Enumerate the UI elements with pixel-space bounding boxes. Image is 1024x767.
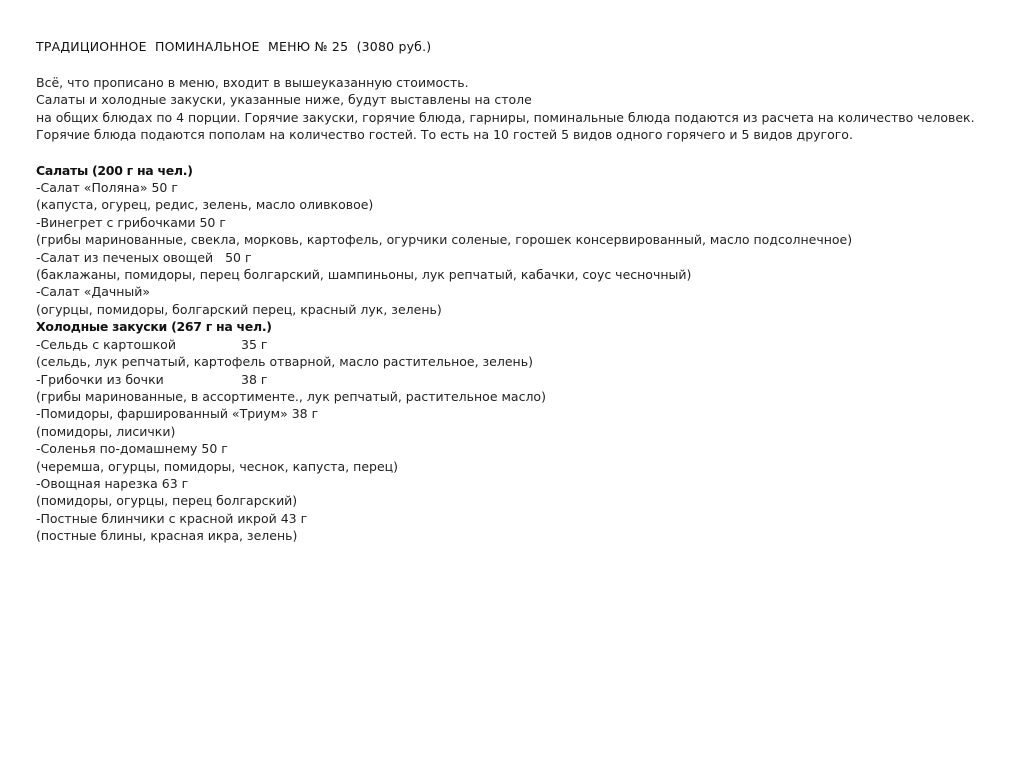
menu-document — [36, 38, 996, 545]
intro-line: Горячие блюда подаются пополам на количество гостей. То есть на 10 гостей 5 видов одного горячего и 5 видов другого. — [36, 127, 853, 143]
menu-item-description: (грибы маринованные, в ассортименте., лук репчатый, растительное масло) — [36, 388, 546, 404]
menu-item-weight: 35 г — [241, 336, 268, 352]
menu-item-name: -Винегрет с грибочками 50 г — [36, 214, 226, 230]
menu-item — [36, 475, 996, 492]
menu-item — [36, 405, 996, 422]
intro-line: Всё, что прописано в меню, входит в вышеуказанную стоимость. — [36, 75, 469, 90]
intro-line: на общих блюдах по 4 порции. Горячие закуски, горячие блюда, гарниры, поминальные блюда подаются из расчета на количество человек. — [36, 109, 975, 125]
menu-item — [36, 249, 996, 266]
menu-item-name: -Помидоры, фаршированный «Триум» 38 г — [36, 406, 319, 422]
menu-item-description: (сельдь, лук репчатый, картофель отварной, масло растительное, зелень) — [36, 354, 533, 370]
page-title: ТРАДИЦИОННОЕ ПОМИНАЛЬНОЕ МЕНЮ № 25 (3080 руб.) — [36, 39, 432, 54]
menu-item-name: -Овощная нарезка 63 г — [36, 475, 189, 491]
menu-item-name: -Салат «Поляна» 50 г — [36, 180, 178, 196]
menu-item-name: -Грибочки из бочки — [36, 371, 164, 387]
cold-appetizers-heading: Холодные закуски (267 г на чел.) — [36, 319, 272, 335]
menu-item-weight: 38 г — [241, 371, 268, 387]
menu-item-description: (черемша, огурцы, помидоры, чеснок, капуста, перец) — [36, 458, 399, 474]
menu-item-name: -Сельдь с картошкой — [36, 336, 176, 352]
menu-item-description: (огурцы, помидоры, болгарский перец, красный лук, зелень) — [36, 301, 442, 317]
menu-item-description: (помидоры, огурцы, перец болгарский) — [36, 493, 298, 509]
menu-item-name: -Соленья по-домашнему 50 г — [36, 441, 228, 457]
cold-appetizers-section — [36, 318, 996, 544]
menu-item — [36, 179, 996, 196]
menu-item — [36, 214, 996, 231]
salads-section — [36, 162, 996, 319]
menu-item-description: (постные блины, красная икра, зелень) — [36, 528, 298, 544]
menu-item-name: -Салат «Дачный» — [36, 284, 151, 300]
intro-line: Салаты и холодные закуски, указанные ниже, будут выставлены на столе — [36, 92, 532, 108]
spacer — [36, 144, 996, 162]
intro-block — [36, 74, 996, 144]
salads-heading: Салаты (200 г на чел.) — [36, 162, 193, 178]
menu-item — [36, 336, 996, 353]
menu-item-name: -Салат из печеных овощей 50 г — [36, 249, 252, 265]
menu-item-description: (баклажаны, помидоры, перец болгарский, шампиньоны, лук репчатый, кабачки, соус чесночный) — [36, 267, 692, 283]
menu-item — [36, 440, 996, 457]
menu-item-description: (помидоры, лисички) — [36, 423, 176, 439]
menu-item — [36, 510, 996, 527]
menu-item-name: -Постные блинчики с красной икрой 43 г — [36, 510, 308, 526]
menu-item — [36, 371, 996, 388]
menu-item-description: (грибы маринованные, свекла, морковь, картофель, огурчики соленые, горошек консервированный, масло подсолнечное) — [36, 232, 853, 248]
menu-item — [36, 283, 996, 300]
menu-item-description: (капуста, огурец, редис, зелень, масло оливковое) — [36, 197, 374, 213]
